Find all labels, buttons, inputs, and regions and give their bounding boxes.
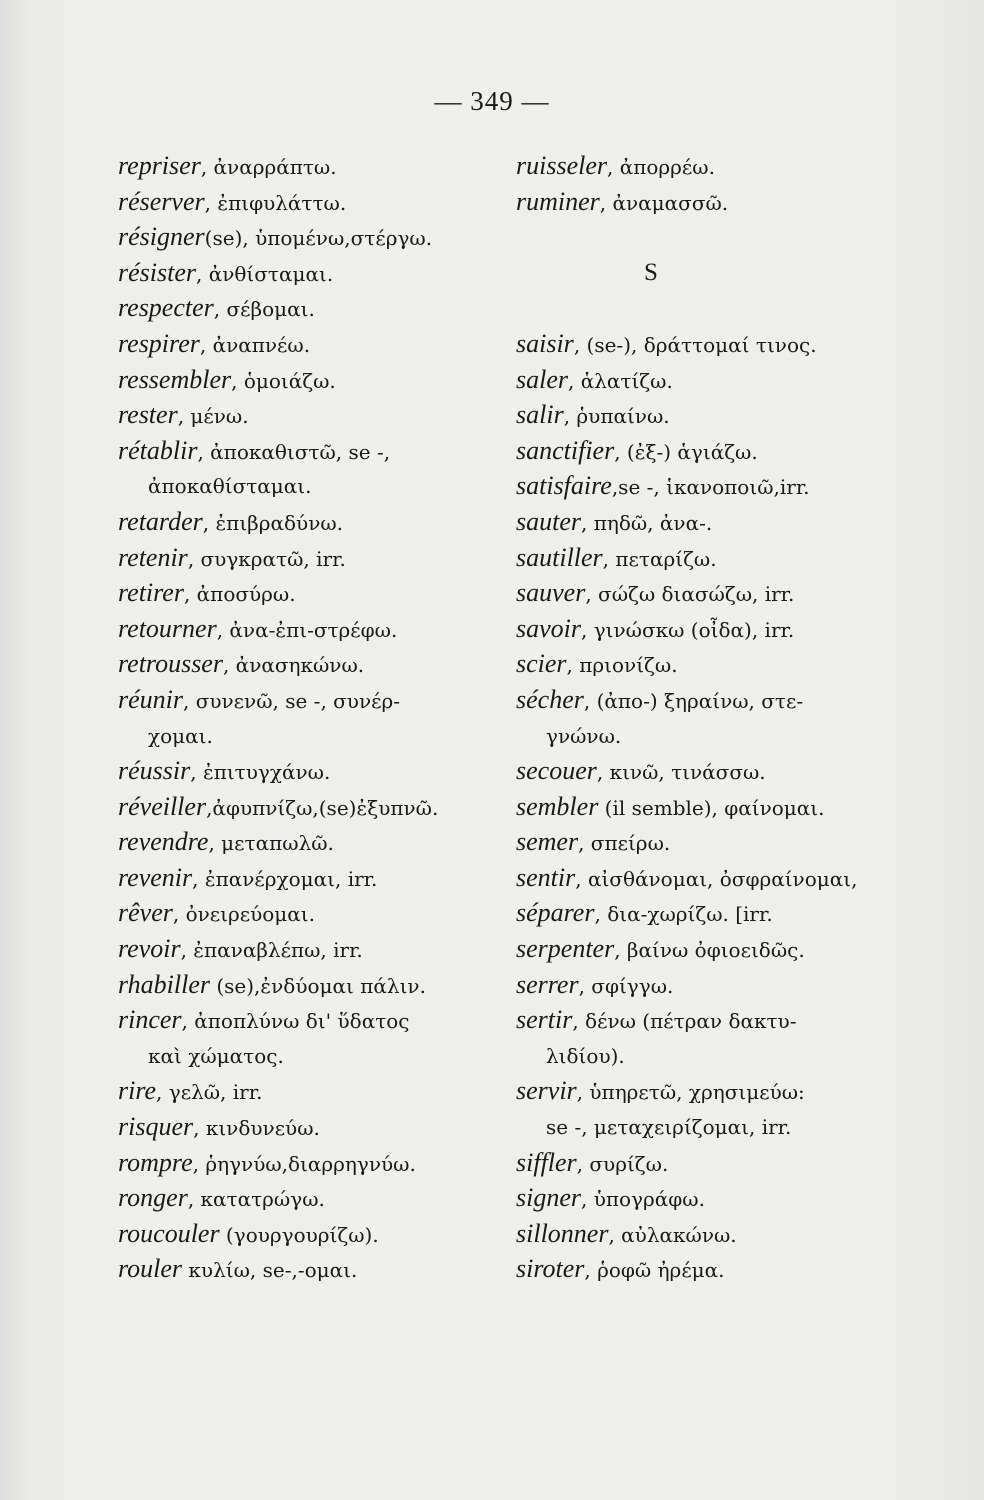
greek-translation: , ἐπανέρχομαι, irr. bbox=[192, 866, 378, 891]
french-headword: retarder bbox=[118, 506, 203, 536]
french-headword: rétablir bbox=[118, 435, 198, 465]
greek-translation: , κατατρώγω. bbox=[187, 1187, 325, 1212]
dictionary-entry bbox=[118, 753, 498, 789]
french-headword: rêver bbox=[118, 898, 173, 928]
greek-translation: , βαίνω ὀφιοειδῶς. bbox=[614, 938, 805, 963]
greek-translation: , πεταρίζω. bbox=[602, 546, 717, 571]
french-headword: rouler bbox=[118, 1254, 183, 1284]
french-headword: signer bbox=[516, 1183, 581, 1213]
greek-translation: , σώζω διασώζω, irr. bbox=[585, 582, 795, 607]
dictionary-entry bbox=[118, 682, 498, 718]
dictionary-entry bbox=[516, 148, 896, 184]
greek-translation: (se),ἐνδύομαι πάλιν. bbox=[209, 973, 426, 998]
french-headword: semer bbox=[516, 827, 579, 857]
greek-translation: χομαι. bbox=[148, 723, 213, 748]
french-headword: rincer bbox=[118, 1005, 182, 1035]
greek-translation: (il semble), φαίνομαι. bbox=[598, 795, 825, 820]
greek-translation: , συνενῶ, se -, συνέρ- bbox=[183, 688, 401, 713]
french-headword: rompre bbox=[118, 1147, 193, 1177]
greek-translation: , σέβομαι. bbox=[213, 297, 315, 322]
greek-translation: , αἰσθάνομαι, ὀσφραίνομαι, bbox=[575, 866, 858, 891]
french-headword: sillonner bbox=[516, 1218, 609, 1248]
entry-continuation bbox=[118, 468, 498, 504]
dictionary-entry bbox=[516, 895, 896, 931]
dictionary-entry bbox=[516, 753, 896, 789]
greek-translation: , ἐπιβραδύνω. bbox=[202, 510, 344, 535]
french-headword: séparer bbox=[516, 898, 595, 928]
dictionary-entry bbox=[516, 1251, 896, 1287]
greek-translation: , ἀνασηκώνω. bbox=[222, 653, 365, 678]
dictionary-entry bbox=[516, 931, 896, 967]
greek-translation: , σφίγγω. bbox=[578, 973, 674, 998]
right-column bbox=[516, 148, 896, 1287]
french-headword: siroter bbox=[516, 1254, 585, 1284]
french-headword: réussir bbox=[118, 756, 191, 786]
greek-translation: ,ἀφυπνίζω,(se)ἐξυπνῶ. bbox=[206, 795, 439, 820]
greek-translation: , ἀποπλύνω δι' ὕδατος bbox=[181, 1009, 410, 1034]
dictionary-entry bbox=[118, 895, 498, 931]
greek-translation: , γελῶ, irr. bbox=[156, 1080, 263, 1105]
dictionary-entry bbox=[118, 967, 498, 1003]
dictionary-entry bbox=[118, 1216, 498, 1252]
greek-translation: (γουργουρίζω). bbox=[219, 1222, 379, 1247]
dictionary-entry bbox=[118, 362, 498, 398]
dictionary-entry bbox=[118, 1180, 498, 1216]
blank-line bbox=[516, 290, 896, 326]
french-headword: ressembler bbox=[118, 364, 232, 394]
dictionary-entry bbox=[516, 1002, 896, 1038]
dictionary-entry bbox=[516, 540, 896, 576]
dictionary-entry bbox=[516, 575, 896, 611]
left-column bbox=[118, 148, 498, 1287]
greek-translation: , ἀνθίσταμαι. bbox=[196, 261, 334, 286]
french-headword: savoir bbox=[516, 613, 581, 643]
greek-translation: ,se -, ἱκανοποιῶ,irr. bbox=[611, 475, 810, 500]
dictionary-entry bbox=[118, 255, 498, 291]
french-headword: résigner bbox=[118, 222, 205, 252]
greek-translation: se -, μεταχειρίζομαι, irr. bbox=[546, 1115, 792, 1140]
dictionary-entry bbox=[516, 326, 896, 362]
dictionary-entry bbox=[118, 1251, 498, 1287]
dictionary-entry bbox=[516, 646, 896, 682]
french-headword: scier bbox=[516, 649, 567, 679]
french-headword: résister bbox=[118, 257, 196, 287]
greek-translation: ἀποκαθίσταμαι. bbox=[148, 474, 312, 499]
dictionary-entry bbox=[516, 682, 896, 718]
french-headword: sauver bbox=[516, 578, 586, 608]
french-headword: réunir bbox=[118, 684, 183, 714]
greek-translation: , ἐπιτυγχάνω. bbox=[190, 760, 331, 785]
dictionary-entry bbox=[516, 362, 896, 398]
greek-translation: , ἐπαναβλέπω, irr. bbox=[180, 938, 363, 963]
greek-translation: , συγκρατῶ, irr. bbox=[187, 546, 346, 571]
greek-translation: , δια-χωρίζω. [irr. bbox=[594, 902, 773, 927]
greek-translation: , κινδυνεύω. bbox=[193, 1116, 320, 1141]
french-headword: roucouler bbox=[118, 1218, 220, 1248]
dictionary-entry bbox=[516, 1073, 896, 1109]
dictionary-entry bbox=[516, 433, 896, 469]
greek-translation: , πριονίζω. bbox=[566, 653, 678, 678]
greek-translation: , ὀνειρεύομαι. bbox=[172, 902, 315, 927]
french-headword: ruminer bbox=[516, 186, 600, 216]
french-headword: retirer bbox=[118, 578, 184, 608]
dictionary-entry bbox=[118, 184, 498, 220]
section-letter: S bbox=[644, 258, 658, 286]
greek-translation: , ὑπηρετῶ, χρησιμεύω: bbox=[576, 1080, 805, 1105]
french-headword: retrousser bbox=[118, 649, 223, 679]
greek-translation: , (ἐξ-) ἁγιάζω. bbox=[614, 439, 758, 464]
french-headword: sécher bbox=[516, 684, 584, 714]
dictionary-entry bbox=[118, 433, 498, 469]
dictionary-entry bbox=[118, 824, 498, 860]
dictionary-entry bbox=[118, 575, 498, 611]
greek-translation: , ἀποσύρω. bbox=[183, 582, 296, 607]
french-headword: sembler bbox=[516, 791, 599, 821]
greek-translation: , (ἀπο-) ξηραίνω, στε- bbox=[583, 688, 804, 713]
french-headword: rhabiller bbox=[118, 969, 210, 999]
greek-translation: (se), ὑπομένω,στέργω. bbox=[204, 226, 433, 251]
entry-continuation bbox=[118, 1038, 498, 1074]
dictionary-entry bbox=[516, 397, 896, 433]
dictionary-entry bbox=[118, 1145, 498, 1181]
greek-translation: , ἀναπνέω. bbox=[199, 332, 311, 357]
greek-translation: , μένω. bbox=[177, 404, 249, 429]
french-headword: siffler bbox=[516, 1147, 577, 1177]
french-headword: revendre bbox=[118, 827, 209, 857]
greek-translation: , πηδῶ, ἀνα-. bbox=[581, 510, 713, 535]
dictionary-entry bbox=[118, 931, 498, 967]
greek-translation: , ἐπιφυλάττω. bbox=[204, 190, 347, 215]
french-headword: satisfaire bbox=[516, 471, 612, 501]
greek-translation: λιδίου). bbox=[546, 1043, 625, 1068]
dictionary-entry bbox=[516, 824, 896, 860]
french-headword: réveiller bbox=[118, 791, 207, 821]
greek-translation: , ὁμοιάζω. bbox=[231, 368, 336, 393]
page-number: — 349 — bbox=[434, 86, 550, 116]
french-headword: serrer bbox=[516, 969, 579, 999]
greek-translation: , ἀπορρέω. bbox=[607, 155, 715, 179]
french-headword: rire bbox=[118, 1076, 157, 1106]
greek-translation: , δένω (πέτραν δακτυ- bbox=[572, 1009, 797, 1034]
french-headword: sentir bbox=[516, 862, 576, 892]
french-headword: revoir bbox=[118, 934, 181, 964]
entry-continuation bbox=[516, 1038, 896, 1074]
french-headword: revenir bbox=[118, 862, 193, 892]
dictionary-entry bbox=[118, 397, 498, 433]
dictionary-entry bbox=[118, 1109, 498, 1145]
greek-translation: , αὐλακώνω. bbox=[608, 1222, 737, 1247]
greek-translation: , συρίζω. bbox=[576, 1151, 669, 1176]
dictionary-entry bbox=[118, 1002, 498, 1038]
dictionary-entry bbox=[516, 504, 896, 540]
entry-continuation bbox=[516, 718, 896, 754]
dictionary-entry bbox=[118, 219, 498, 255]
greek-translation: γνώνω. bbox=[546, 723, 622, 748]
french-headword: sanctifier bbox=[516, 435, 615, 465]
greek-translation: , ῥοφῶ ἠρέμα. bbox=[584, 1258, 725, 1283]
dictionary-entry bbox=[118, 789, 498, 825]
greek-translation: , ἀναρράπτω. bbox=[200, 155, 337, 179]
dictionary-entry bbox=[118, 860, 498, 896]
french-headword: saisir bbox=[516, 328, 574, 358]
greek-translation: , ἀναμασσῶ. bbox=[599, 190, 729, 215]
french-headword: salir bbox=[516, 400, 564, 430]
french-headword: rester bbox=[118, 400, 178, 430]
dictionary-entry bbox=[516, 468, 896, 504]
dictionary-entry bbox=[118, 1073, 498, 1109]
greek-translation: , γινώσκω (οἶδα), irr. bbox=[581, 617, 795, 642]
greek-translation: , ἀνα-ἐπι-στρέφω. bbox=[216, 617, 398, 642]
french-headword: sertir bbox=[516, 1005, 573, 1035]
french-headword: ruisseler bbox=[516, 151, 607, 180]
greek-translation: καὶ χώματος. bbox=[148, 1043, 284, 1068]
greek-translation: , κινῶ, τινάσσω. bbox=[596, 760, 766, 785]
dictionary-entry bbox=[516, 1145, 896, 1181]
greek-translation: , μεταπωλῶ. bbox=[208, 831, 334, 856]
dictionary-entry bbox=[516, 967, 896, 1003]
entry-continuation bbox=[118, 718, 498, 754]
french-headword: sautiller bbox=[516, 542, 603, 572]
dictionary-entry bbox=[516, 789, 896, 825]
french-headword: réserver bbox=[118, 186, 205, 216]
french-headword: retenir bbox=[118, 542, 188, 572]
dictionary-entry bbox=[118, 148, 498, 184]
dictionary-entry bbox=[516, 184, 896, 220]
dictionary-entry bbox=[118, 504, 498, 540]
dictionary-entry bbox=[516, 860, 896, 896]
dictionary-entry bbox=[118, 540, 498, 576]
french-headword: repriser bbox=[118, 151, 201, 180]
french-headword: retourner bbox=[118, 613, 217, 643]
dictionary-entry bbox=[516, 611, 896, 647]
greek-translation: , ἀποκαθιστῶ, se -, bbox=[197, 439, 391, 464]
french-headword: respecter bbox=[118, 293, 214, 323]
greek-translation: , σπείρω. bbox=[578, 831, 671, 856]
greek-translation: κυλίω, se-,-ομαι. bbox=[182, 1258, 358, 1283]
french-headword: serpenter bbox=[516, 934, 615, 964]
entry-continuation bbox=[516, 1109, 896, 1145]
greek-translation: , ἁλατίζω. bbox=[568, 368, 673, 393]
french-headword: sauter bbox=[516, 506, 581, 536]
dictionary-entry bbox=[118, 611, 498, 647]
blank-line bbox=[516, 219, 896, 255]
french-headword: ronger bbox=[118, 1183, 188, 1213]
french-headword: secouer bbox=[516, 756, 597, 786]
dictionary-entry bbox=[118, 326, 498, 362]
dictionary-entry bbox=[118, 290, 498, 326]
greek-translation: , ὑπογράφω. bbox=[581, 1187, 705, 1212]
dictionary-entry bbox=[516, 1180, 896, 1216]
french-headword: saler bbox=[516, 364, 568, 394]
french-headword: servir bbox=[516, 1076, 577, 1106]
greek-translation: , ῥηγνύω,διαρρηγνύω. bbox=[192, 1151, 416, 1176]
dictionary-entry bbox=[516, 1216, 896, 1252]
greek-translation: , ῥυπαίνω. bbox=[563, 404, 670, 429]
greek-translation: , (se-), δράττομαί τινος. bbox=[573, 332, 817, 357]
french-headword: risquer bbox=[118, 1112, 194, 1142]
french-headword: respirer bbox=[118, 328, 200, 358]
dictionary-entry bbox=[118, 646, 498, 682]
